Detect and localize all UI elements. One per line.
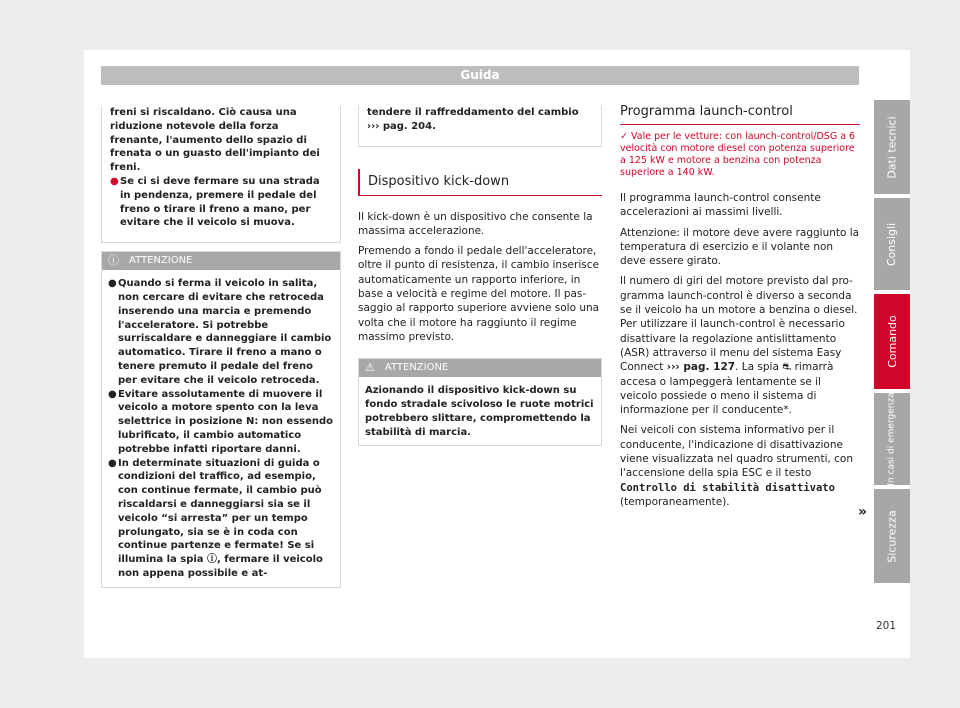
bullet-icon: ●: [108, 388, 117, 400]
paragraph: Il programma launch-control consente accelerazioni ai massimi livelli.: [620, 192, 821, 219]
page-number: 201: [876, 620, 897, 632]
warning-body: Azionando il dispositivo kick-down su fondo stradale scivoloso le ruote motrici potrebbero slittare, compromettendo la stabilità di marcia.: [365, 385, 594, 438]
warning-box: [358, 358, 602, 446]
bullet-icon: ●: [108, 457, 117, 469]
checkmark-icon: ✓: [620, 131, 628, 142]
continue-arrow-icon: »: [858, 504, 868, 520]
continued-paragraph: freni si riscaldano. Ciò causa una riduzione notevole della forza frenante, l'aumento dello spazio di frenata o un guasto dell'impianto dei freni.: [110, 107, 320, 174]
tab-comando[interactable]: Comando: [874, 294, 910, 389]
tab-in-casi-di-emergenza[interactable]: In casi di emergenza: [874, 393, 910, 485]
page-reference-link[interactable]: ››› pag. 204.: [367, 120, 436, 132]
column-2: [358, 106, 602, 446]
page-reference-link[interactable]: ››› pag. 127: [666, 361, 736, 374]
applicability-note: ✓ Vale per le vetture: con launch-control/DSG a 6 velocità con motore diesel con potenza superiore a 125 kW e motore a benzina con potenza superiore a 140 kW.: [620, 131, 856, 178]
paragraph: Attenzione: il motore deve avere raggiunto la temperatura di esercizio e il volante non deve essere girato.: [620, 226, 860, 268]
bullet-icon: ●: [110, 175, 119, 187]
bullet-icon: ●: [108, 278, 117, 290]
section-title-kickdown: Dispositivo kick-down: [358, 169, 602, 196]
list-item: ● Evitare assolutamente di muovere il veicolo a motore spento con la leva selettrice in posizione N: non essendo lubrificato, il cambio automatico potrebbe infatti riportare danni.: [108, 388, 334, 455]
warning-triangle-icon: ⚠: [365, 361, 375, 375]
column-3: [620, 102, 860, 515]
paragraph: Premendo a fondo il pedale dell'acceleratore, oltre il punto di resistenza, il cambio inserisce automaticamente un rapporto inferiore, in base a velocità e regime del motore. Il passaggio al rapporto superiore avviene solo una volta che il motore ha raggiunto il regime massimo previsto.: [358, 245, 600, 343]
list-item: ● Quando si ferma il veicolo in salita, non cercare di evitare che retroceda inserendo una marcia e premendo l'acceleratore. Si potrebbe surriscaldare e danneggiare il cambio automatico. Tirare il freno a mano o tenere premuto il pedale del freno per evitare che il veicolo retroceda.: [108, 278, 332, 386]
warning-header: ⚠ ATTENZIONE: [359, 359, 601, 377]
warning-header: ⓘ ATTENZIONE: [102, 252, 340, 270]
display-message-text: Controllo di stabilità disattivato: [620, 481, 835, 494]
page-header: Guida: [101, 66, 859, 85]
continued-warning-box: tendere il raffreddamento del cambio ››› pag. 204.: [358, 106, 602, 147]
section-title-launch-control: Programma launch-control: [620, 102, 860, 125]
tab-sicurezza[interactable]: Sicurezza: [874, 489, 910, 583]
continued-warning-box: [101, 106, 341, 243]
tab-dati-tecnici[interactable]: Dati tecnici: [874, 100, 910, 194]
column-1: [101, 106, 341, 588]
list-item: ● In determinate situazioni di guida o condizioni del traffico, ad esempio, con continue fermate, il cambio può riscaldarsi e danneggiarsi sia se il veicolo “si arresta” per un tempo prolungato, sia se è in coda con continue partenze e fermate! Se si illumina la spia ⓘ, fermare il veicolo non appena possibile e at-: [108, 457, 323, 579]
warning-icon: ⓘ: [108, 254, 119, 268]
paragraph: Il kick-down è un dispositivo che consente la massima accelerazione.: [358, 210, 593, 237]
paragraph: Nei veicoli con sistema informativo per il conducente, l'indicazione di disattivazione viene visualizzata nel quadro strumenti, con l'accensione della spia ESC e il testo Controllo di stabilità disattivato (temporaneamente).: [620, 424, 854, 508]
warning-body: [102, 270, 340, 587]
warning-box: [101, 251, 341, 588]
paragraph: Il numero di giri del motore previsto dal programma launch-control è diverso a seconda se il veicolo ha un motore a benzina o diesel. Per utilizzare il launch-control è necessario disattivare la regolazione antislittamento (ASR) attraverso il menu del sistema Easy Connect ››› pag. 127. La spia ⛐ rimarrà accesa o lampeggerà lentamente se il veicolo possiede o meno il sistema di informazione per il conducente*.: [620, 275, 858, 417]
tab-consigli[interactable]: Consigli: [874, 198, 910, 290]
list-item: ● Se ci si deve fermare su una strada in pendenza, premere il pedale del freno o tirare il freno a mano, per evitare che il veicolo si muova.: [110, 175, 320, 229]
